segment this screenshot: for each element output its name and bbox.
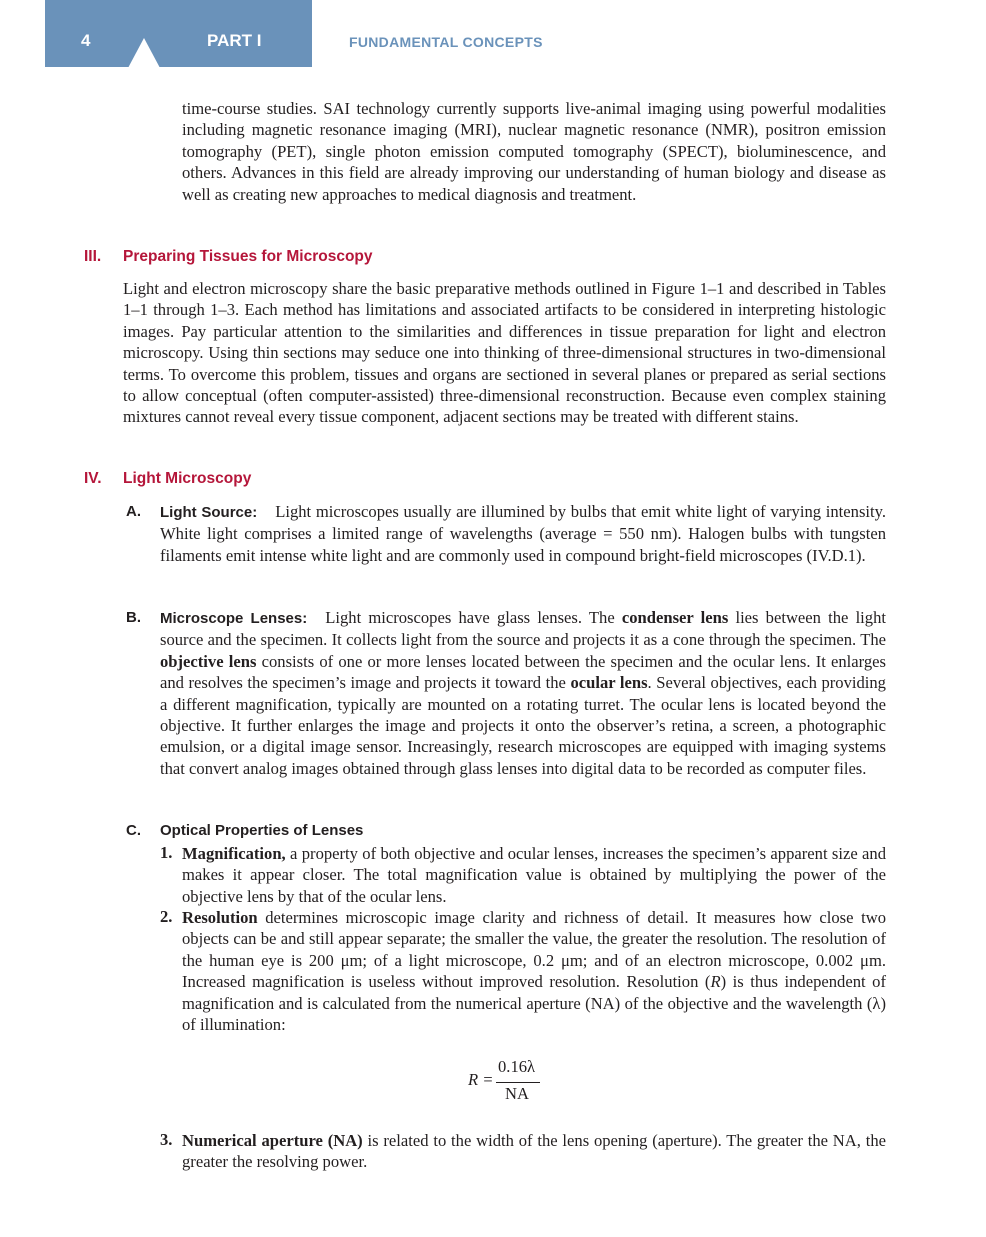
section-3-number: III. [84, 248, 102, 265]
item-1-text: a property of both objective and ocular lenses, increases the specimen’s apparent size and makes it appear closer. The total magnification value is obtained by multiplying the power of the objective lens by that of the ocular lens. [182, 844, 886, 906]
subsection-b-letter: B. [126, 609, 141, 626]
section-4-title: Light Microscopy [123, 470, 252, 487]
intro-paragraph: time-course studies. SAI technology currently supports live-animal imaging using powerful modalities including magnetic resonance imaging (MRI), nuclear magnetic resonance (NMR), positron emission tomography (PET), single photon emission computed tomography (SPECT), bioluminescence, and others. Advances in this field are already improving our understanding of human biology and disease as well as creating new approaches to medical diagnosis and treatment. [182, 99, 886, 204]
item-2-number: 2. [160, 907, 173, 926]
subsection-a-letter: A. [126, 503, 141, 520]
item-2-text-a: determines microscopic image clarity and richness of detail. It measures how close two objects can be and still appear separate; the smaller the value, the greater the resolution. The resolution of the human eye is 200 μm; of a light microscope, 0.2 μm; and of an electron microscope, 0.002 μm. Increased magnification is useless without improved resolution. Resolution ( [182, 908, 886, 992]
term-numerical-aperture: Numerical aperture (NA) [182, 1131, 363, 1150]
subsection-b-paragraph [160, 607, 886, 779]
subsection-c-letter: C. [126, 822, 141, 839]
subsection-b-text-2: lies between the light source and the specimen. It collects light from the source and projects it as a cone through the specimen. The [160, 608, 886, 650]
subsection-a-paragraph [160, 501, 886, 566]
item-1-paragraph [182, 843, 886, 907]
formula-denominator: NA [505, 1084, 529, 1103]
section-3-body: Light and electron microscopy share the basic preparative methods outlined in Figure 1–1 and described in Tables 1–1 through 1–3. Each method has limitations and associated artifacts to be considered in interpreting histologic images. Pay particular attention to the similarities and differences in tissue preparation for light and electron microscopy. Using thin sections may seduce one into thinking of three-dimensional structures in two-dimensional terms. To overcome this problem, tissues and organs are sectioned in several planes or prepared as serial sections to allow conceptual (often computer-assisted) three-dimensional reconstruction. Because even complex staining mixtures cannot reveal every tissue component, adjacent sections may be treated with different stains. [123, 279, 886, 427]
page-number: 4 [81, 31, 91, 50]
term-ocular-lens: ocular lens [570, 673, 648, 693]
term-objective-lens: objective lens [160, 651, 257, 671]
subsection-a-title: Light Source: [160, 504, 258, 521]
item-1-number: 1. [160, 843, 173, 862]
subsection-b-text-1: Light microscopes have glass lenses. The [325, 608, 622, 627]
subsection-b-text-4: . Several objectives, each providing a different magnification, typically are mounted on a rotating turret. The ocular lens is located beyond the objective. It further enlarges the image and projects it onto the observer’s retina, a screen, a photographic emulsion, or a digital image sensor. Increasingly, research microscopes are equipped with imaging systems that convert analog images obtained through glass lenses into digital data to be recorded as computer files. [160, 673, 886, 778]
part-label: PART I [207, 31, 262, 50]
term-magnification: Magnification, [182, 844, 286, 863]
item-3-number: 3. [160, 1130, 173, 1149]
section-3-title: Preparing Tissues for Microscopy [123, 248, 373, 265]
formula-numerator: 0.16λ [498, 1057, 536, 1076]
term-resolution: Resolution [182, 908, 258, 927]
formula-lhs [468, 1070, 493, 1090]
subsection-a-body: Light microscopes usually are illumined by bulbs that emit white light of varying intensity. White light comprises a limited range of wavelengths (average = 550 nm). Halogen bulbs with tungsten filaments emit intense white light and are commonly used in compound bright-field microscopes (IV.D.1). [160, 502, 886, 565]
formula-fraction-bar [496, 1082, 540, 1083]
section-4-number: IV. [84, 470, 102, 487]
subsection-c-title: Optical Properties of Lenses [160, 822, 364, 839]
chapter-title: FUNDAMENTAL CONCEPTS [349, 34, 543, 50]
item-3-paragraph [182, 1130, 886, 1173]
subsection-b-title: Microscope Lenses: [160, 610, 308, 627]
header-notch [128, 38, 160, 68]
resolution-symbol: R [710, 972, 721, 992]
item-2-paragraph [182, 907, 886, 1035]
item-3-text: is related to the width of the lens opening (aperture). The greater the NA, the greater the resolving power. [182, 1131, 886, 1172]
term-condenser-lens: condenser lens [621, 608, 729, 627]
formula-lhs-text: R = [468, 1070, 494, 1089]
item-2-text-b: ) is thus independent of magnification and is calculated from the numerical aperture (NA) of the objective and the wavelength (λ) of illumination: [182, 972, 886, 1035]
subsection-b-text-3: consists of one or more lenses located between the specimen and the ocular lens. It enlarges and resolves the specimen’s image and projects it toward the [160, 651, 887, 693]
